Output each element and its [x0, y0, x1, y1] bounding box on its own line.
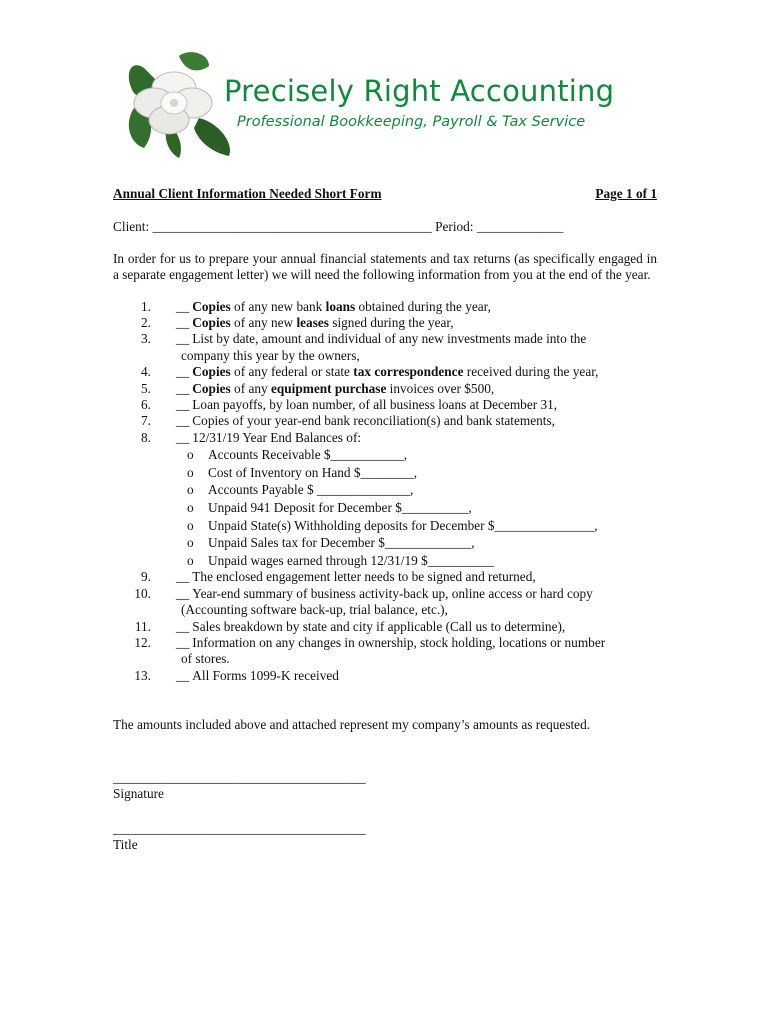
item-text: received during the year,	[463, 364, 599, 380]
checklist-item	[113, 619, 657, 635]
balance-subitem-text[interactable]: Unpaid 941 Deposit for December $__________,	[208, 500, 472, 516]
title-line[interactable]: ______________________________________	[113, 820, 366, 836]
gardenia-flower-icon	[124, 48, 234, 160]
balance-subitem	[181, 481, 657, 499]
item-number: 2.	[141, 315, 151, 331]
item-number: 3.	[141, 331, 151, 347]
bullet-icon: o	[187, 517, 194, 533]
item-number: 7.	[141, 413, 151, 429]
company-name: Precisely Right Accounting	[224, 74, 615, 108]
balance-subitem	[181, 534, 657, 552]
item-number: 8.	[141, 429, 151, 445]
checklist-item	[113, 331, 657, 364]
balance-sublist	[176, 446, 657, 569]
item-text: of any new bank	[230, 298, 326, 314]
item-check-blank[interactable]: __	[176, 364, 190, 380]
item-number: 12.	[134, 635, 151, 651]
item-text: invoices over $500,	[386, 380, 495, 396]
item-check-blank[interactable]: __	[176, 429, 190, 445]
item-text: signed during the year,	[328, 315, 454, 331]
period-field[interactable]: _____________	[476, 219, 564, 235]
item-text: of any federal or state	[230, 364, 354, 380]
checklist-item	[113, 586, 657, 619]
item-text-bold: Copies	[192, 315, 231, 331]
checklist-item	[113, 299, 657, 315]
balance-subitem	[181, 464, 657, 482]
bullet-icon: o	[187, 500, 194, 516]
item-check-blank[interactable]: __	[176, 413, 190, 429]
item-text-bold: loans	[325, 298, 356, 314]
form-document	[113, 186, 657, 853]
item-number: 10.	[134, 585, 151, 601]
item-check-blank[interactable]: __	[176, 569, 190, 585]
item-check-blank[interactable]: __	[176, 585, 190, 601]
client-field[interactable]: __________________________________________	[152, 219, 432, 235]
period-label: Period:	[435, 219, 474, 235]
item-check-blank[interactable]: __	[176, 397, 190, 413]
item-text-bold: leases	[296, 315, 329, 331]
balance-subitem-text[interactable]: Unpaid Sales tax for December $_____________,	[208, 535, 475, 551]
checklist-item	[113, 364, 657, 380]
item-check-blank[interactable]: __	[176, 380, 190, 396]
item-text: Year-end summary of business activity-back up, online access or hard copy	[192, 585, 593, 601]
bullet-icon: o	[187, 482, 194, 498]
company-tagline: Professional Bookkeeping, Payroll & Tax Service	[237, 114, 586, 130]
company-logo	[124, 48, 624, 160]
checklist-item	[113, 569, 657, 585]
item-check-blank[interactable]: __	[176, 618, 190, 634]
balance-subitem	[181, 517, 657, 535]
form-header	[113, 186, 657, 202]
item-text: Loan payoffs, by loan number, of all business loans at December 31,	[192, 397, 558, 413]
item-text: Sales breakdown by state and city if applicable (Call us to determine),	[192, 618, 566, 634]
item-text-bold: equipment purchase	[270, 380, 387, 396]
checklist	[113, 299, 657, 685]
item-text: of any new	[230, 315, 297, 331]
item-check-blank[interactable]: __	[176, 298, 190, 314]
balance-subitem-text[interactable]: Accounts Receivable $___________,	[208, 447, 408, 463]
balance-subitem	[181, 446, 657, 464]
item-text: Copies of your year-end bank reconciliation(s) and bank statements,	[192, 413, 555, 429]
checklist-item	[113, 430, 657, 570]
item-continuation: (Accounting software back-up, trial balance, etc.),	[181, 602, 448, 618]
item-check-blank[interactable]: __	[176, 315, 190, 331]
item-text: All Forms 1099-K received	[192, 667, 339, 683]
checklist-item	[113, 668, 657, 684]
item-text: obtained during the year,	[355, 298, 491, 314]
item-text: of any	[230, 380, 271, 396]
item-check-blank[interactable]: __	[176, 331, 190, 347]
item-number: 13.	[134, 667, 151, 683]
item-text: Information on any changes in ownership, stock holding, locations or number	[192, 635, 606, 651]
balance-subitem-text[interactable]: Accounts Payable $ ______________,	[208, 482, 414, 498]
closing-statement: The amounts included above and attached represent my company’s amounts as requested.	[113, 717, 591, 733]
signature-label: Signature	[113, 786, 164, 802]
checklist-item	[113, 413, 657, 429]
item-number: 6.	[141, 397, 151, 413]
page-indicator: Page 1 of 1	[595, 186, 657, 201]
balance-subitem	[181, 552, 657, 570]
bullet-icon: o	[187, 447, 194, 463]
item-continuation: of stores.	[181, 651, 230, 667]
item-number: 11.	[134, 618, 151, 634]
item-text: The enclosed engagement letter needs to be signed and returned,	[192, 569, 536, 585]
balance-subitem-text[interactable]: Cost of Inventory on Hand $________,	[208, 464, 418, 480]
item-text: 12/31/19 Year End Balances of:	[192, 429, 362, 445]
item-check-blank[interactable]: __	[176, 635, 190, 651]
balance-subitem-text[interactable]: Unpaid State(s) Withholding deposits for December $_______________,	[208, 517, 598, 533]
signature-line[interactable]: ______________________________________	[113, 769, 366, 785]
item-check-blank[interactable]: __	[176, 667, 190, 683]
form-title: Annual Client Information Needed Short Form	[113, 186, 382, 201]
item-text-bold: Copies	[192, 298, 231, 314]
balance-subitem	[181, 499, 657, 517]
client-period-row	[113, 219, 657, 235]
item-number: 5.	[141, 380, 151, 396]
checklist-item	[113, 315, 657, 331]
checklist-item	[113, 397, 657, 413]
title-label: Title	[113, 836, 138, 852]
bullet-icon: o	[187, 464, 194, 480]
bullet-icon: o	[187, 535, 194, 551]
item-text-bold: tax correspondence	[353, 364, 464, 380]
item-text-bold: Copies	[192, 380, 231, 396]
checklist-item	[113, 635, 657, 668]
client-label: Client:	[113, 219, 150, 235]
bullet-icon: o	[187, 552, 194, 568]
item-continuation: company this year by the owners,	[181, 347, 360, 363]
item-number: 1.	[141, 298, 151, 314]
balance-subitem-text[interactable]: Unpaid wages earned through 12/31/19 $__________	[208, 552, 495, 568]
item-text-bold: Copies	[192, 364, 231, 380]
intro-paragraph: In order for us to prepare your annual financial statements and tax returns (as specifically engaged in a separate engagement letter) we will need the following information from you at the end of the year.	[113, 250, 657, 283]
checklist-item	[113, 381, 657, 397]
item-text: List by date, amount and individual of any new investments made into the	[192, 331, 587, 347]
item-number: 9.	[141, 569, 151, 585]
item-number: 4.	[141, 364, 151, 380]
